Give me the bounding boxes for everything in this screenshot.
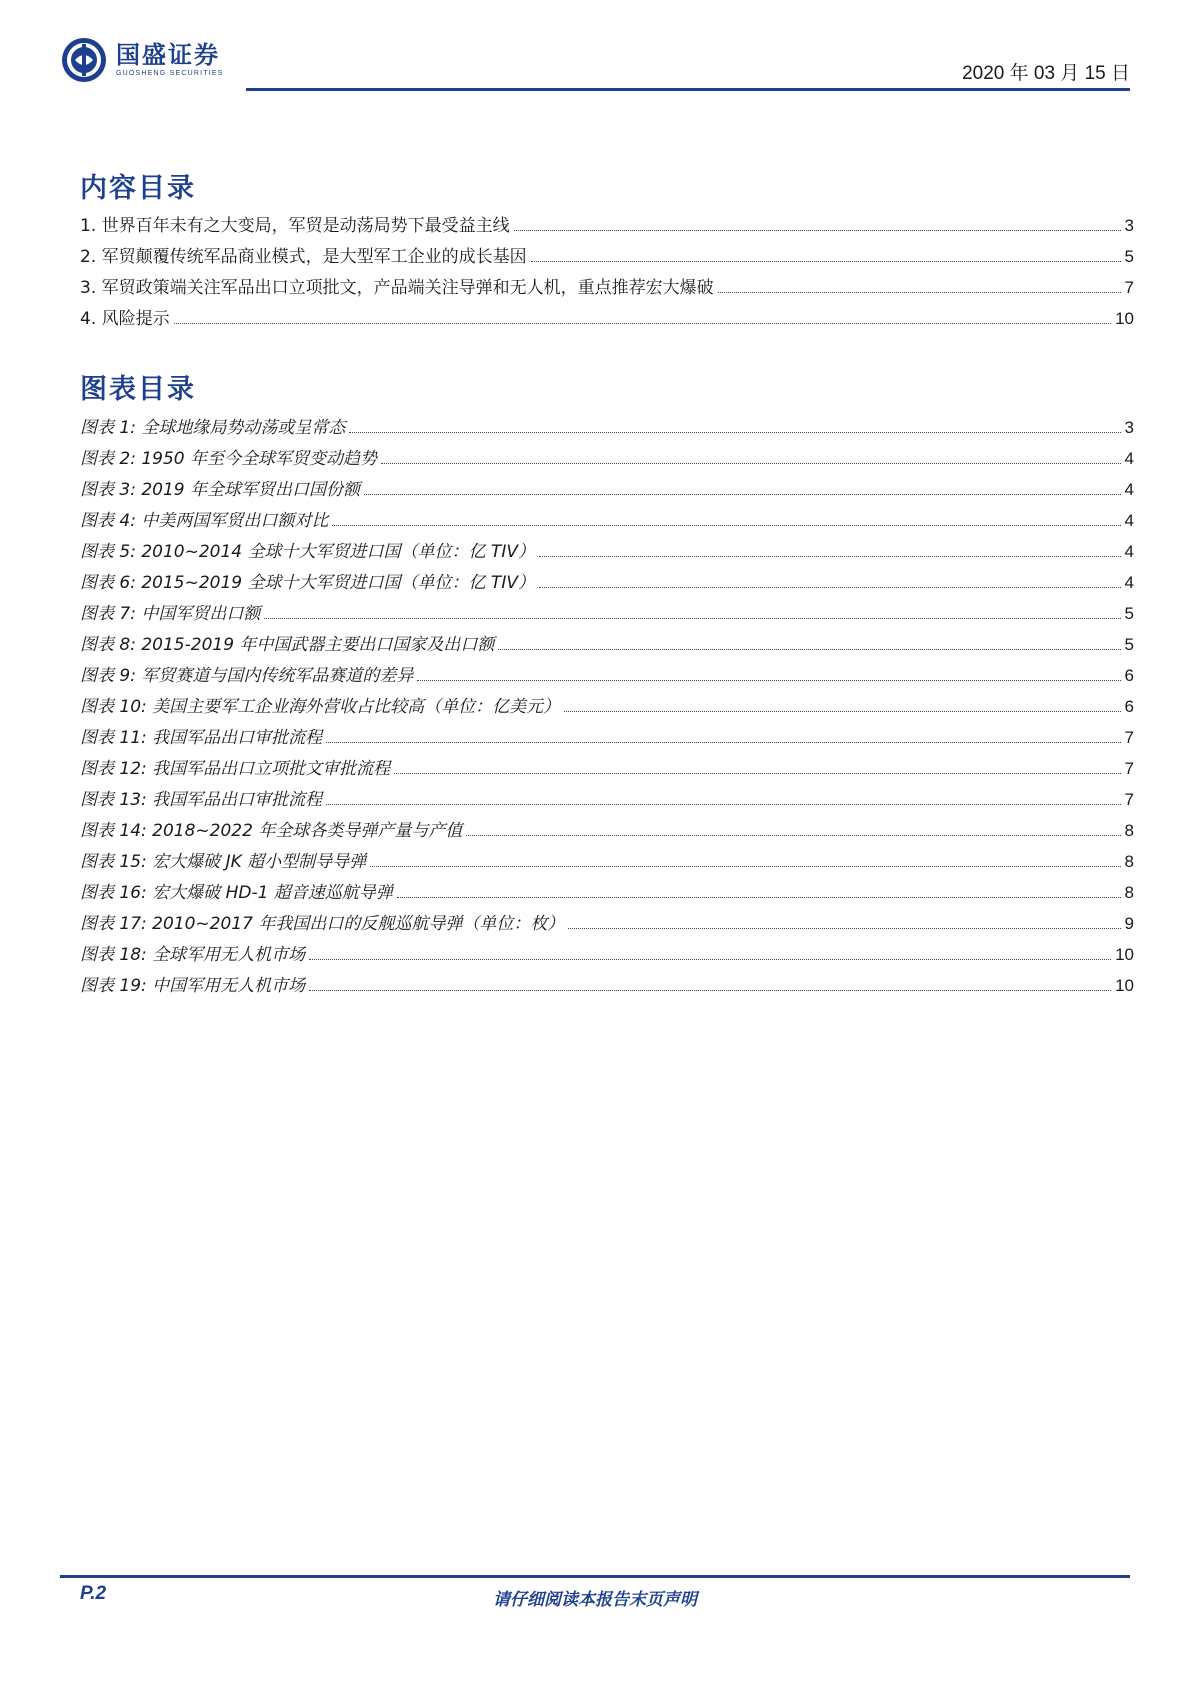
figure-entry[interactable] bbox=[80, 754, 1134, 785]
contents-entry-label: 1. 世界百年未有之大变局，军贸是动荡局势下最受益主线 bbox=[80, 216, 510, 236]
figure-entry[interactable] bbox=[80, 909, 1134, 940]
dot-leader bbox=[174, 323, 1111, 324]
brand-name-cn: 国盛证券 bbox=[116, 41, 220, 69]
footer-divider bbox=[60, 1575, 1130, 1578]
figure-entry-page: 7 bbox=[1124, 759, 1134, 778]
figure-entry[interactable] bbox=[80, 940, 1134, 971]
figure-entry-page: 4 bbox=[1124, 449, 1134, 468]
dot-leader bbox=[397, 897, 1121, 898]
contents-entry-page: 5 bbox=[1124, 247, 1134, 266]
dot-leader bbox=[326, 804, 1120, 805]
figure-entry[interactable] bbox=[80, 878, 1134, 909]
figure-entry-label: 图表 17: 2010~2017 年我国出口的反舰巡航导弹（单位：枚） bbox=[80, 914, 565, 934]
figure-entry[interactable] bbox=[80, 661, 1134, 692]
figure-entry[interactable] bbox=[80, 971, 1134, 1002]
contents-entry[interactable] bbox=[80, 211, 1134, 242]
figure-entry[interactable] bbox=[80, 568, 1134, 599]
figure-entry-label: 图表 10: 美国主要军工企业海外营收占比较高（单位：亿美元） bbox=[80, 697, 561, 717]
contents-entry-page: 3 bbox=[1124, 216, 1134, 235]
figure-entry-page: 8 bbox=[1124, 852, 1134, 871]
contents-entry-label: 4. 风险提示 bbox=[80, 309, 170, 329]
contents-entry[interactable] bbox=[80, 273, 1134, 304]
figure-entry-page: 8 bbox=[1124, 883, 1134, 902]
figure-entry-page: 4 bbox=[1124, 480, 1134, 499]
dot-leader bbox=[531, 261, 1121, 262]
figure-entry-label: 图表 14: 2018~2022 年全球各类导弹产量与产值 bbox=[80, 821, 463, 841]
brand-name-en: GUOSHENG SECURITIES bbox=[116, 70, 224, 77]
figure-entry-page: 9 bbox=[1124, 914, 1134, 933]
dot-leader bbox=[466, 835, 1120, 836]
figure-entry-label: 图表 15: 宏大爆破 JK 超小型制导导弹 bbox=[80, 852, 367, 872]
figure-entry[interactable] bbox=[80, 537, 1134, 568]
brand-logo bbox=[60, 36, 224, 84]
contents-entry-label: 3. 军贸政策端关注军品出口立项批文，产品端关注导弹和无人机，重点推荐宏大爆破 bbox=[80, 278, 714, 298]
figure-entry-page: 4 bbox=[1124, 542, 1134, 561]
figure-entry-label: 图表 2: 1950 年至今全球军贸变动趋势 bbox=[80, 449, 378, 469]
page-header bbox=[60, 32, 1130, 90]
header-divider bbox=[246, 88, 1130, 91]
figure-entry-label: 图表 4: 中美两国军贸出口额对比 bbox=[80, 511, 329, 531]
figure-entry-page: 8 bbox=[1124, 821, 1134, 840]
figure-entry-page: 7 bbox=[1124, 728, 1134, 747]
figure-entry-label: 图表 18: 全球军用无人机市场 bbox=[80, 945, 306, 965]
figure-entry-label: 图表 7: 中国军贸出口额 bbox=[80, 604, 261, 624]
figure-entry-page: 5 bbox=[1124, 604, 1134, 623]
contents-entry[interactable] bbox=[80, 242, 1134, 273]
dot-leader bbox=[568, 928, 1120, 929]
figure-entry-page: 4 bbox=[1124, 573, 1134, 592]
dot-leader bbox=[417, 680, 1120, 681]
dot-leader bbox=[309, 959, 1111, 960]
contents-list bbox=[80, 211, 1134, 335]
figure-entry[interactable] bbox=[80, 692, 1134, 723]
figure-entry-label: 图表 6: 2015~2019 全球十大军贸进口国（单位：亿 TIV） bbox=[80, 573, 535, 593]
dot-leader bbox=[264, 618, 1120, 619]
figure-entry-page: 7 bbox=[1124, 790, 1134, 809]
dot-leader bbox=[309, 990, 1111, 991]
contents-title: 内容目录 bbox=[80, 173, 196, 204]
page-footer bbox=[60, 1575, 1130, 1615]
contents-entry-page: 10 bbox=[1115, 309, 1134, 328]
dot-leader bbox=[349, 432, 1120, 433]
contents-entry-page: 7 bbox=[1124, 278, 1134, 297]
dot-leader bbox=[498, 649, 1120, 650]
figure-entry-label: 图表 1: 全球地缘局势动荡或呈常态 bbox=[80, 418, 346, 438]
figure-entry[interactable] bbox=[80, 444, 1134, 475]
figure-entry-label: 图表 13: 我国军品出口审批流程 bbox=[80, 790, 323, 810]
figure-entry-page: 4 bbox=[1124, 511, 1134, 530]
dot-leader bbox=[539, 556, 1121, 557]
page-number: P.2 bbox=[80, 1583, 107, 1604]
figure-entry-label: 图表 5: 2010~2014 全球十大军贸进口国（单位：亿 TIV） bbox=[80, 542, 535, 562]
contents-entry[interactable] bbox=[80, 304, 1134, 335]
figure-entry[interactable] bbox=[80, 413, 1134, 444]
figures-list bbox=[80, 413, 1134, 1002]
figure-entry[interactable] bbox=[80, 723, 1134, 754]
figure-entry-label: 图表 16: 宏大爆破 HD-1 超音速巡航导弹 bbox=[80, 883, 393, 903]
figure-entry-page: 6 bbox=[1124, 697, 1134, 716]
figure-entry-page: 10 bbox=[1115, 945, 1134, 964]
dot-leader bbox=[370, 866, 1120, 867]
dot-leader bbox=[381, 463, 1121, 464]
guosheng-logo-icon bbox=[60, 36, 108, 84]
figure-entry-page: 6 bbox=[1124, 666, 1134, 685]
dot-leader bbox=[326, 742, 1120, 743]
figure-entry[interactable] bbox=[80, 599, 1134, 630]
figure-entry-label: 图表 11: 我国军品出口审批流程 bbox=[80, 728, 323, 748]
figure-entry-label: 图表 3: 2019 年全球军贸出口国份额 bbox=[80, 480, 361, 500]
dot-leader bbox=[564, 711, 1120, 712]
figure-entry-page: 10 bbox=[1115, 976, 1134, 995]
figure-entry-page: 5 bbox=[1124, 635, 1134, 654]
figure-entry-page: 3 bbox=[1124, 418, 1134, 437]
figure-entry-label: 图表 19: 中国军用无人机市场 bbox=[80, 976, 306, 996]
figure-entry-label: 图表 8: 2015-2019 年中国武器主要出口国家及出口额 bbox=[80, 635, 495, 655]
report-date: 2020 年 03 月 15 日 bbox=[962, 63, 1130, 84]
figure-entry-label: 图表 9: 军贸赛道与国内传统军品赛道的差异 bbox=[80, 666, 414, 686]
figure-entry[interactable] bbox=[80, 785, 1134, 816]
dot-leader bbox=[332, 525, 1120, 526]
figure-entry[interactable] bbox=[80, 816, 1134, 847]
figures-title: 图表目录 bbox=[80, 374, 196, 405]
figure-entry[interactable] bbox=[80, 506, 1134, 537]
figure-entry[interactable] bbox=[80, 847, 1134, 878]
dot-leader bbox=[394, 773, 1120, 774]
figure-entry-label: 图表 12: 我国军品出口立项批文审批流程 bbox=[80, 759, 391, 779]
figure-entry[interactable] bbox=[80, 630, 1134, 661]
dot-leader bbox=[718, 292, 1121, 293]
disclaimer-note: 请仔细阅读本报告末页声明 bbox=[493, 1590, 697, 1610]
figure-entry[interactable] bbox=[80, 475, 1134, 506]
dot-leader bbox=[539, 587, 1121, 588]
dot-leader bbox=[514, 230, 1121, 231]
contents-entry-label: 2. 军贸颠覆传统军品商业模式，是大型军工企业的成长基因 bbox=[80, 247, 527, 267]
dot-leader bbox=[364, 494, 1121, 495]
